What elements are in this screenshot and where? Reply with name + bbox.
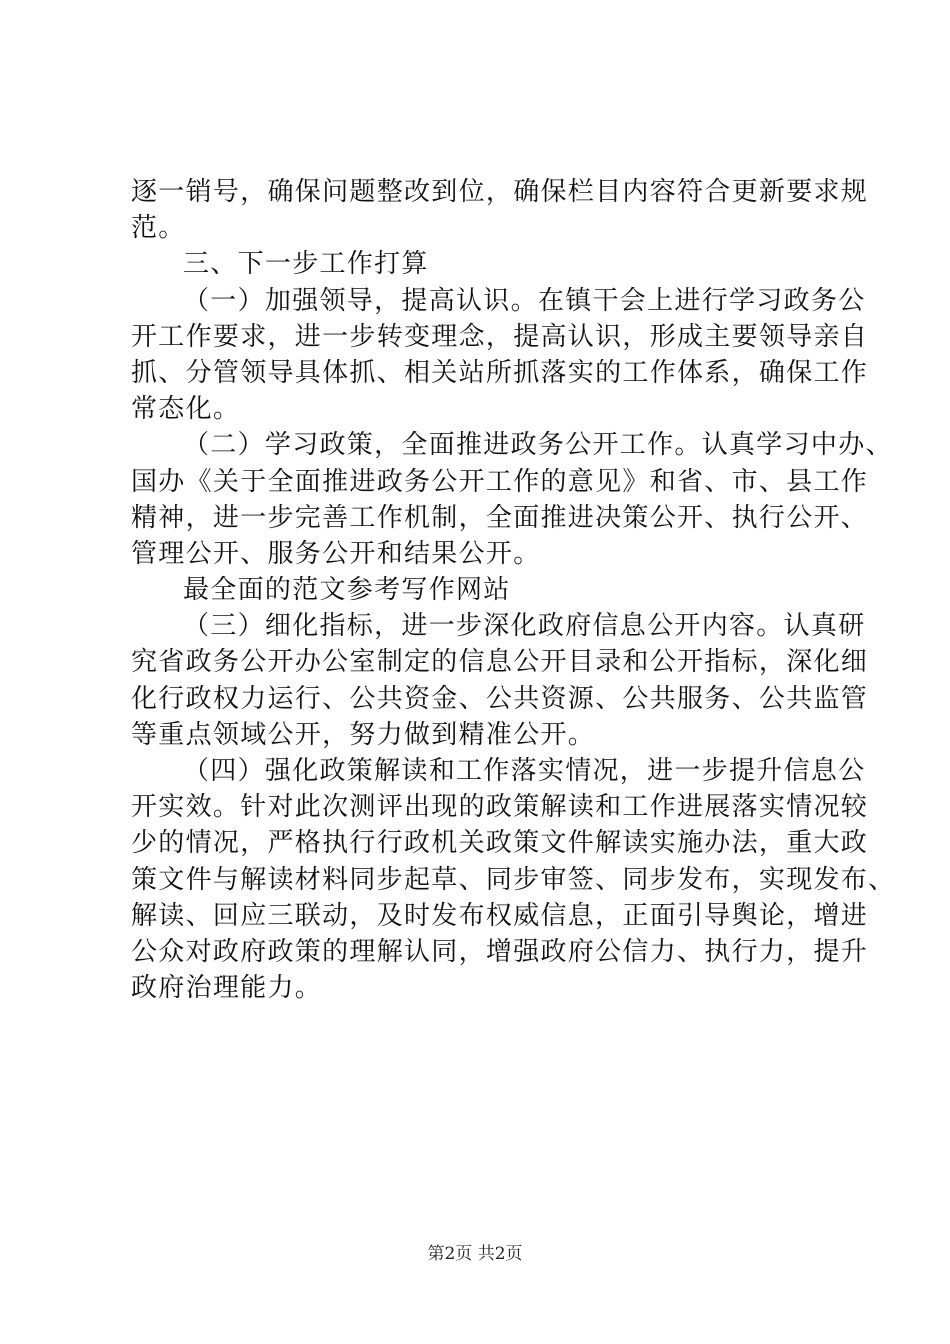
text-line: 等重点领域公开，努力做到精准公开。 bbox=[131, 719, 596, 750]
text-line: 策文件与解读材料同步起草、同步审签、同步发布，实现发布、 bbox=[131, 864, 896, 895]
page-number-footer: 第2页 共2页 bbox=[427, 1244, 523, 1264]
text-line: （二）学习政策，全面推进政务公开工作。认真学习中办、 bbox=[183, 430, 893, 461]
section-heading: 三、下一步工作打算 bbox=[183, 249, 429, 280]
text-line: 化行政权力运行、公共资金、公共资源、公共服务、公共监管 bbox=[131, 683, 869, 714]
text-line: 开实效。针对此次测评出现的政策解读和工作进展落实情况较 bbox=[131, 792, 869, 823]
text-line: 少的情况，严格执行行政机关政策文件解读实施办法，重大政 bbox=[131, 828, 869, 859]
text-line: （一）加强领导，提高认识。在镇干会上进行学习政务公 bbox=[183, 285, 866, 316]
text-line: 公众对政府政策的理解认同，增强政府公信力、执行力，提升 bbox=[131, 936, 869, 967]
document-body bbox=[131, 174, 896, 1006]
text-line: 抓、分管领导具体抓、相关站所抓落实的工作体系，确保工作 bbox=[131, 357, 869, 388]
text-line: （三）细化指标，进一步深化政府信息公开内容。认真研 bbox=[183, 611, 866, 642]
text-line: 范。 bbox=[131, 213, 186, 244]
text-line: 开工作要求，进一步转变理念，提高认识，形成主要领导亲自 bbox=[131, 321, 869, 352]
text-line: 精神，进一步完善工作机制，全面推进决策公开、执行公开、 bbox=[131, 502, 869, 533]
text-line: （四）强化政策解读和工作落实情况，进一步提升信息公 bbox=[183, 756, 866, 786]
text-line: 逐一销号，确保问题整改到位，确保栏目内容符合更新要求规 bbox=[131, 177, 869, 207]
text-line: 管理公开、服务公开和结果公开。 bbox=[131, 538, 541, 569]
text-line: 国办《关于全面推进政务公开工作的意见》和省、市、县工作 bbox=[131, 466, 869, 497]
text-line: 解读、回应三联动，及时发布权威信息，正面引导舆论，增进 bbox=[131, 900, 869, 931]
text-line: 究省政务公开办公室制定的信息公开目录和公开指标，深化细 bbox=[131, 647, 869, 678]
text-line: 常态化。 bbox=[131, 394, 241, 425]
website-note: 最全面的范文参考写作网站 bbox=[183, 575, 511, 606]
text-line: 政府治理能力。 bbox=[131, 973, 323, 1004]
